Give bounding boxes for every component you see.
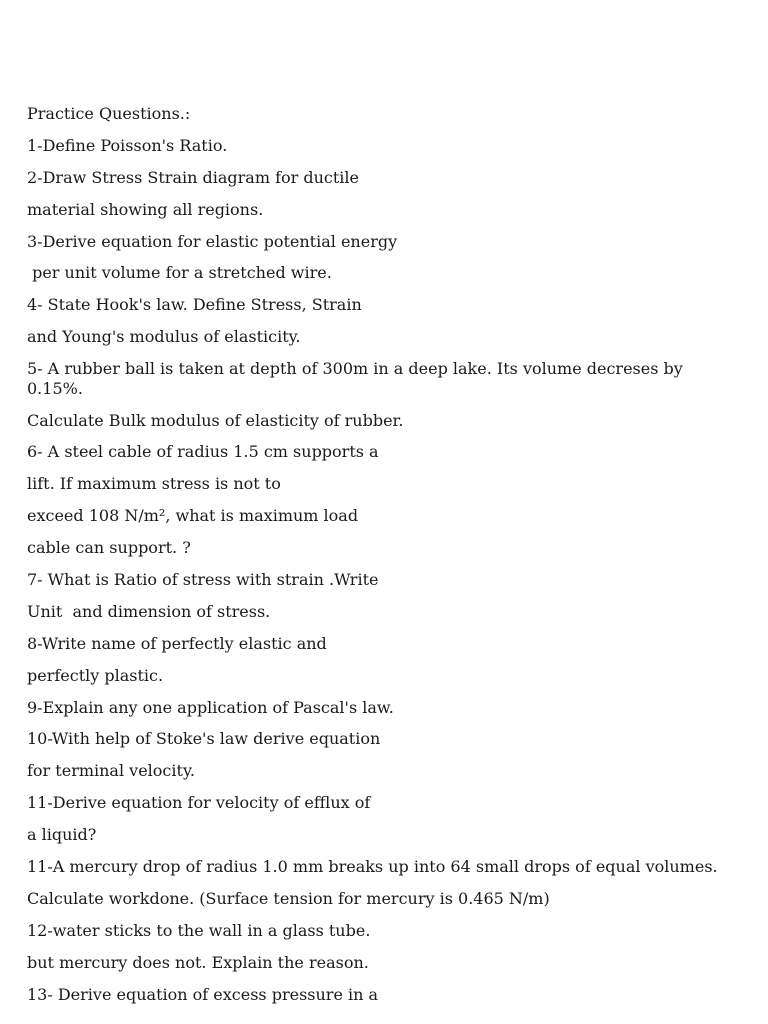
question-line: cable can support. ? xyxy=(27,538,191,558)
question-line: perfectly plastic. xyxy=(27,665,164,685)
question-line: exceed 108 N/m², what is maximum load xyxy=(27,506,359,526)
question-line: but mercury does not. Explain the reason. xyxy=(27,952,369,972)
heading-practice-questions: Practice Questions.: xyxy=(27,104,191,123)
question-line: 12-water sticks to the wall in a glass tube. xyxy=(27,920,371,940)
question-line: 3-Derive equation for elastic potential energy xyxy=(27,231,398,251)
question-line: 4- State Hook's law. Define Stress, Strain xyxy=(27,295,362,315)
question-line: 13- Derive equation of excess pressure in a xyxy=(27,984,379,1004)
question-line: lift. If maximum stress is not to xyxy=(27,474,281,494)
question-line: 8-Write name of perfectly elastic and xyxy=(27,633,327,653)
question-line: 6- A steel cable of radius 1.5 cm supports a xyxy=(27,442,379,462)
question-line: for terminal velocity. xyxy=(27,761,195,781)
question-line: 5- A rubber ball is taken at depth of 300m in a deep lake. Its volume decreses by 0.15%. xyxy=(27,359,688,398)
question-line: Calculate workdone. (Surface tension for mercury is 0.465 N/m) xyxy=(27,888,550,908)
question-line: and Young's modulus of elasticity. xyxy=(27,327,301,347)
question-line: material showing all regions. xyxy=(27,199,264,219)
question-line: 10-With help of Stoke's law derive equation xyxy=(27,729,381,749)
question-line: 2-Draw Stress Strain diagram for ductile xyxy=(27,167,359,187)
question-line: 7- What is Ratio of stress with strain .Write xyxy=(27,569,379,589)
question-line: per unit volume for a stretched wire. xyxy=(27,263,332,283)
question-line: a liquid? xyxy=(27,825,97,845)
question-line: 11-Derive equation for velocity of efflux of xyxy=(27,793,371,813)
question-line: Calculate Bulk modulus of elasticity of rubber. xyxy=(27,410,404,430)
practice-questions-document xyxy=(27,104,727,1016)
question-line: 1-Define Poisson's Ratio. xyxy=(27,135,228,155)
question-line: Unit and dimension of stress. xyxy=(27,601,271,621)
question-line: 11-A mercury drop of radius 1.0 mm breaks up into 64 small drops of equal volumes. xyxy=(27,856,718,876)
question-line: 9-Explain any one application of Pascal's law. xyxy=(27,697,394,717)
